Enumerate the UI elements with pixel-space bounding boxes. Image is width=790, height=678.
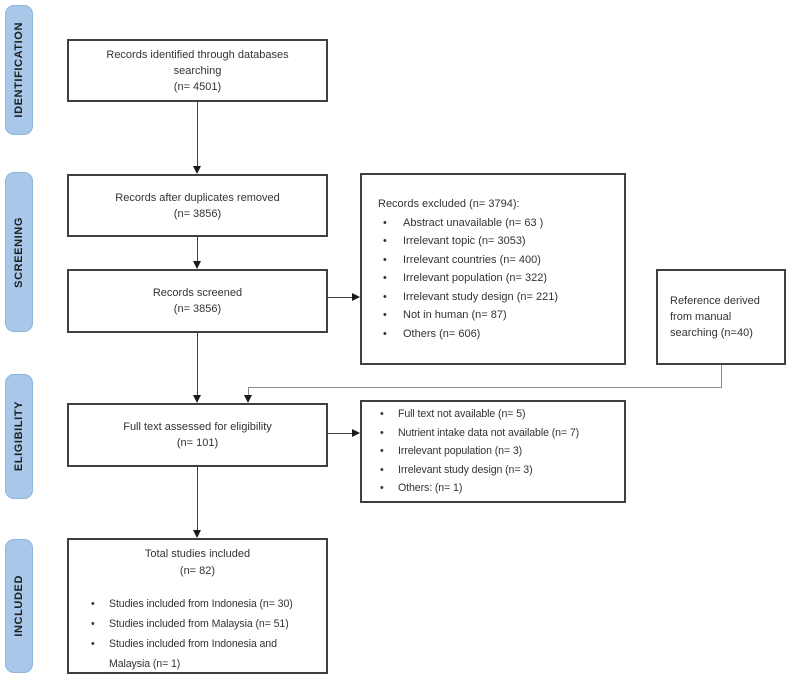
box-text-line: searching [173, 64, 222, 77]
stage-label-eligibility [5, 374, 33, 499]
box-manual-searching [656, 269, 786, 365]
excluded-item: • Irrelevant countries (n= 400) [376, 251, 618, 270]
excluded-item: • Irrelevant population (n= 322) [376, 269, 618, 288]
arrow-fulltext-to-excluded-line [328, 433, 352, 434]
box-duplicates-removed [67, 174, 328, 237]
arrow-identified-to-duplicates-head [193, 166, 201, 174]
excluded-item: • Not in human (n= 87) [376, 306, 618, 325]
stage-label-screening [5, 172, 33, 332]
excluded-list [376, 214, 618, 344]
included-item: • Studies included from Malaysia (n= 51) [69, 614, 326, 634]
arrow-manual-to-fulltext-head [244, 395, 252, 403]
arrow-duplicates-to-screened-line [197, 237, 198, 261]
manual-searching-text: Reference derived from manual searching (n=40) [670, 295, 760, 339]
included-list [69, 594, 326, 674]
included-item: • Studies included from Indonesia and Malaysia (n= 1) [69, 634, 326, 674]
excluded-item: • Abstract unavailable (n= 63 ) [376, 214, 618, 233]
arrow-screened-to-excluded-head [352, 293, 360, 301]
stage-label-identification-text: IDENTIFICATION [13, 22, 25, 118]
excluded-item: • Irrelevant topic (n= 3053) [376, 232, 618, 251]
box-text-line: Records after duplicates removed [115, 191, 280, 204]
arrow-fulltext-to-included-head [193, 530, 201, 538]
box-text-line: Records identified through databases [106, 48, 289, 61]
included-title-line: (n= 82) [179, 565, 216, 577]
fulltext-excluded-item: • Irrelevant study design (n= 3) [374, 461, 622, 480]
box-fulltext-excluded [360, 400, 626, 503]
stage-label-screening-text: SCREENING [13, 216, 25, 288]
arrow-screened-to-fulltext-line [197, 333, 198, 395]
box-records-identified [67, 39, 328, 102]
fulltext-excluded-item: • Others: (n= 1) [374, 479, 622, 498]
arrow-duplicates-to-screened-head [193, 261, 201, 269]
box-total-included [67, 538, 328, 674]
stage-label-identification [5, 5, 33, 135]
arrow-identified-to-duplicates-line [197, 102, 198, 166]
box-records-excluded [360, 173, 626, 365]
stage-label-included-text: INCLUDED [13, 575, 25, 637]
fulltext-excluded-item: • Irrelevant population (n= 3) [374, 442, 622, 461]
fulltext-excluded-list [374, 405, 622, 498]
arrow-screened-to-fulltext-head [193, 395, 201, 403]
excluded-item: • Irrelevant study design (n= 221) [376, 288, 618, 307]
fulltext-excluded-item: • Full text not available (n= 5) [374, 405, 622, 424]
excluded-heading: Records excluded (n= 3794): [378, 198, 520, 210]
connector-manual-down-line [721, 365, 722, 387]
fulltext-excluded-item: • Nutrient intake data not available (n= 7) [374, 424, 622, 443]
box-full-text-assessed [67, 403, 328, 467]
included-item: • Studies included from Indonesia (n= 30) [69, 594, 326, 614]
box-text-line: Records screened [152, 287, 243, 299]
box-text-line: Full text assessed for eligibility [123, 421, 272, 433]
arrow-fulltext-to-included-line [197, 467, 198, 530]
box-text-line: (n= 3856) [173, 207, 222, 220]
stage-label-eligibility-text: ELIGIBILITY [13, 401, 25, 472]
included-title-line: Total studies included [144, 548, 251, 560]
stage-label-included [5, 539, 33, 673]
box-text-line: (n= 3856) [173, 303, 222, 315]
connector-manual-horizontal-line [248, 387, 722, 388]
box-text-line: (n= 101) [176, 437, 219, 449]
arrow-screened-to-excluded-line [328, 297, 352, 298]
box-text-line: (n= 4501) [173, 80, 222, 93]
arrow-fulltext-to-excluded-head [352, 429, 360, 437]
excluded-item: • Others (n= 606) [376, 325, 618, 344]
box-records-screened [67, 269, 328, 333]
